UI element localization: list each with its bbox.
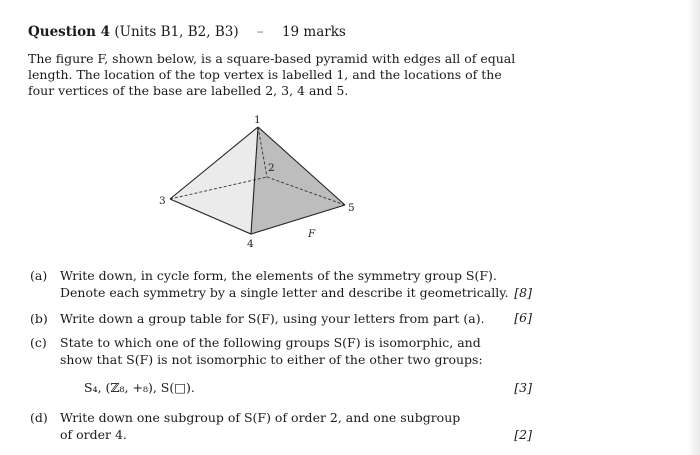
part-c-group-list: S₄, (ℤ₈, +₈), S(□). (84, 380, 195, 395)
page-edge-shadow (688, 0, 700, 455)
part-d-label: (d) (30, 410, 48, 425)
part-a-marks: [8] (514, 285, 532, 300)
vertex-label-2: 2 (268, 162, 275, 174)
vertex-label-4: 4 (247, 238, 254, 250)
question-header (28, 24, 346, 40)
part-b-label: (b) (30, 311, 48, 326)
question-total-marks: 19 marks (281, 24, 346, 40)
pyramid-right-face (251, 127, 345, 234)
vertex-label-5: 5 (348, 202, 355, 214)
vertex-label-1: 1 (254, 114, 261, 126)
part-b-marks: [6] (514, 310, 532, 325)
pyramid-figure (150, 108, 390, 254)
part-c-line-2: show that S(F) is not isomorphic to either of the other two groups: (60, 352, 483, 367)
figure-name-label: F (308, 228, 316, 240)
part-d-line-1: Write down one subgroup of S(F) of order 2, and one subgroup (60, 410, 461, 425)
intro-line-2: length. The location of the top vertex is labelled 1, and the locations of the (28, 67, 502, 82)
part-b-line-1: Write down a group table for S(F), using your letters from part (a). (60, 311, 485, 326)
part-c-marks: [3] (514, 380, 532, 395)
part-d-marks: [2] (514, 427, 532, 442)
part-c-line-1: State to which one of the following groups S(F) is isomorphic, and (60, 335, 481, 350)
intro-line-3: four vertices of the base are labelled 2, 3, 4 and 5. (28, 83, 349, 98)
intro-line-1: The figure F, shown below, is a square-based pyramid with edges all of equal (28, 51, 516, 66)
part-d (30, 409, 630, 443)
part-a (30, 267, 630, 301)
question-units: (Units B1, B2, B3) (114, 24, 239, 40)
part-b (30, 310, 630, 327)
part-a-line-2: Denote each symmetry by a single letter and describe it geometrically. (60, 285, 509, 300)
header-dash: – (256, 24, 264, 40)
question-number: Question 4 (28, 24, 111, 40)
vertex-label-3: 3 (159, 195, 166, 207)
part-d-line-2: of order 4. (60, 427, 127, 442)
part-c-label: (c) (30, 335, 47, 350)
part-a-line-1: Write down, in cycle form, the elements of the symmetry group S(F). (60, 268, 497, 283)
part-a-label: (a) (30, 268, 48, 283)
part-c (30, 334, 630, 368)
